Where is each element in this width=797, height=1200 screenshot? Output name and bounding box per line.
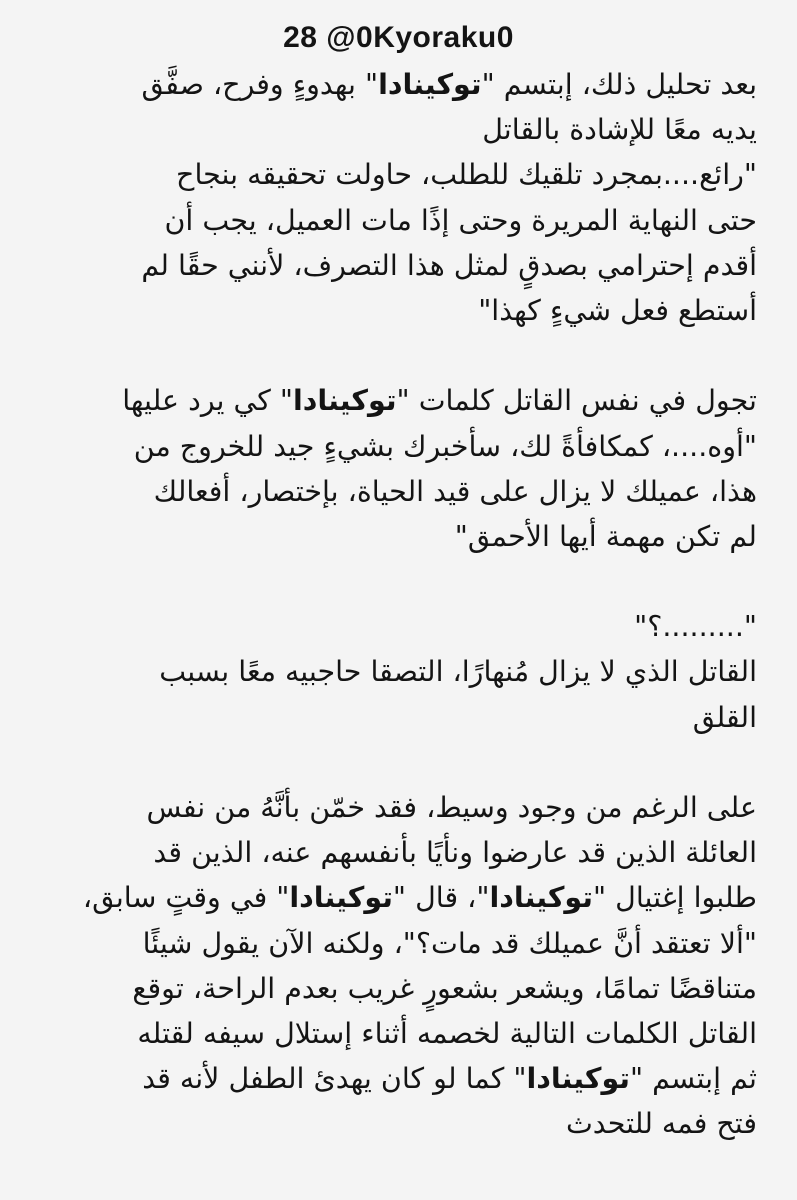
text-line [40, 424, 757, 469]
paragraph-gap [40, 333, 757, 378]
text-segment: متناقضًا تمامًا، ويشعر بشعورٍ غريب بعدم الراحة، توقع [132, 971, 757, 1005]
text-line [40, 604, 757, 649]
text-segment: طلبوا إغتيال " [592, 881, 757, 915]
character-name: توكينادا [378, 68, 482, 101]
text-segment: "رائع....بمجرد تلقيك للطلب، حاولت تحقيقه بنجاح [176, 158, 757, 192]
text-segment: تجول في نفس القاتل كلمات " [396, 384, 757, 418]
paragraph-gap [40, 740, 757, 785]
text-line [40, 288, 757, 333]
text-line [40, 1101, 757, 1146]
text-line [40, 649, 757, 694]
text-segment: "أوه....، كمكافأةً لك، سأخبرك بشيءٍ جيد للخروج من [133, 429, 757, 463]
text-line [40, 875, 757, 920]
text-line [40, 785, 757, 830]
text-segment: لم تكن مهمة أيها الأحمق" [454, 519, 757, 553]
text-line [40, 966, 757, 1011]
text-segment: العائلة الذين قد عارضوا ونأيًا بأنفسهم عنه، الذين قد [153, 836, 757, 870]
text-line [40, 469, 757, 514]
text-segment: " بهدوءٍ وفرح، صفَّق [141, 68, 379, 101]
character-name: توكينادا [526, 1062, 631, 1096]
text-segment: يديه معًا للإشادة بالقاتل [482, 113, 757, 147]
text-segment: " في وقتٍ سابق، [82, 881, 290, 915]
text-segment: القاتل الذي لا يزال مُنهارًا، التصقا حاجبيه معًا بسبب [159, 655, 757, 689]
page-header: 28 @0Kyoraku0 [283, 21, 514, 54]
paragraph-gap [40, 559, 757, 604]
text-line [40, 107, 757, 152]
text-line [40, 62, 757, 107]
text-segment: بعد تحليل ذلك، إبتسم " [481, 68, 757, 101]
text-line [40, 152, 757, 197]
text-segment: هذا، عميلك لا يزال على قيد الحياة، بإختصار، أفعالك [153, 474, 757, 508]
story-text [40, 62, 757, 1147]
text-segment: "، قال " [392, 881, 490, 915]
character-name: توكينادا [289, 881, 393, 915]
text-line [40, 243, 757, 288]
text-line [40, 830, 757, 875]
text-segment: أستطع فعل شيءٍ كهذا" [478, 293, 757, 327]
text-line [40, 198, 757, 243]
text-segment: أقدم إحترامي بصدقٍ لمثل هذا التصرف، لأنني حقًا لم [141, 248, 757, 282]
text-segment: القلق [692, 700, 757, 734]
text-segment: " كي يرد عليها [122, 384, 294, 418]
text-segment: " كما لو كان يهدئ الطفل لأنه قد [142, 1062, 527, 1096]
text-segment: فتح فمه للتحدث [565, 1107, 757, 1141]
character-name: توكينادا [293, 384, 397, 418]
text-line [40, 378, 757, 423]
text-line [40, 1011, 757, 1056]
text-line [40, 921, 757, 966]
text-segment: ".........؟" [634, 610, 757, 644]
text-segment: "ألا تعتقد أنَّ عميلك قد مات؟"، ولكنه الآن يقول شيئًا [142, 926, 757, 960]
text-line [40, 1056, 757, 1101]
text-line [40, 695, 757, 740]
text-segment: ثم إبتسم " [630, 1062, 757, 1096]
text-segment: على الرغم من وجود وسيط، فقد خمّن بأنَّهُ من نفس [146, 791, 757, 824]
character-name: توكينادا [489, 881, 593, 915]
text-segment: القاتل الكلمات التالية لخصمه أثناء إستلال سيفه لقتله [137, 1016, 757, 1050]
text-segment: حتى النهاية المريرة وحتى إذًا مات العميل، يجب أن [164, 203, 757, 237]
text-line [40, 514, 757, 559]
